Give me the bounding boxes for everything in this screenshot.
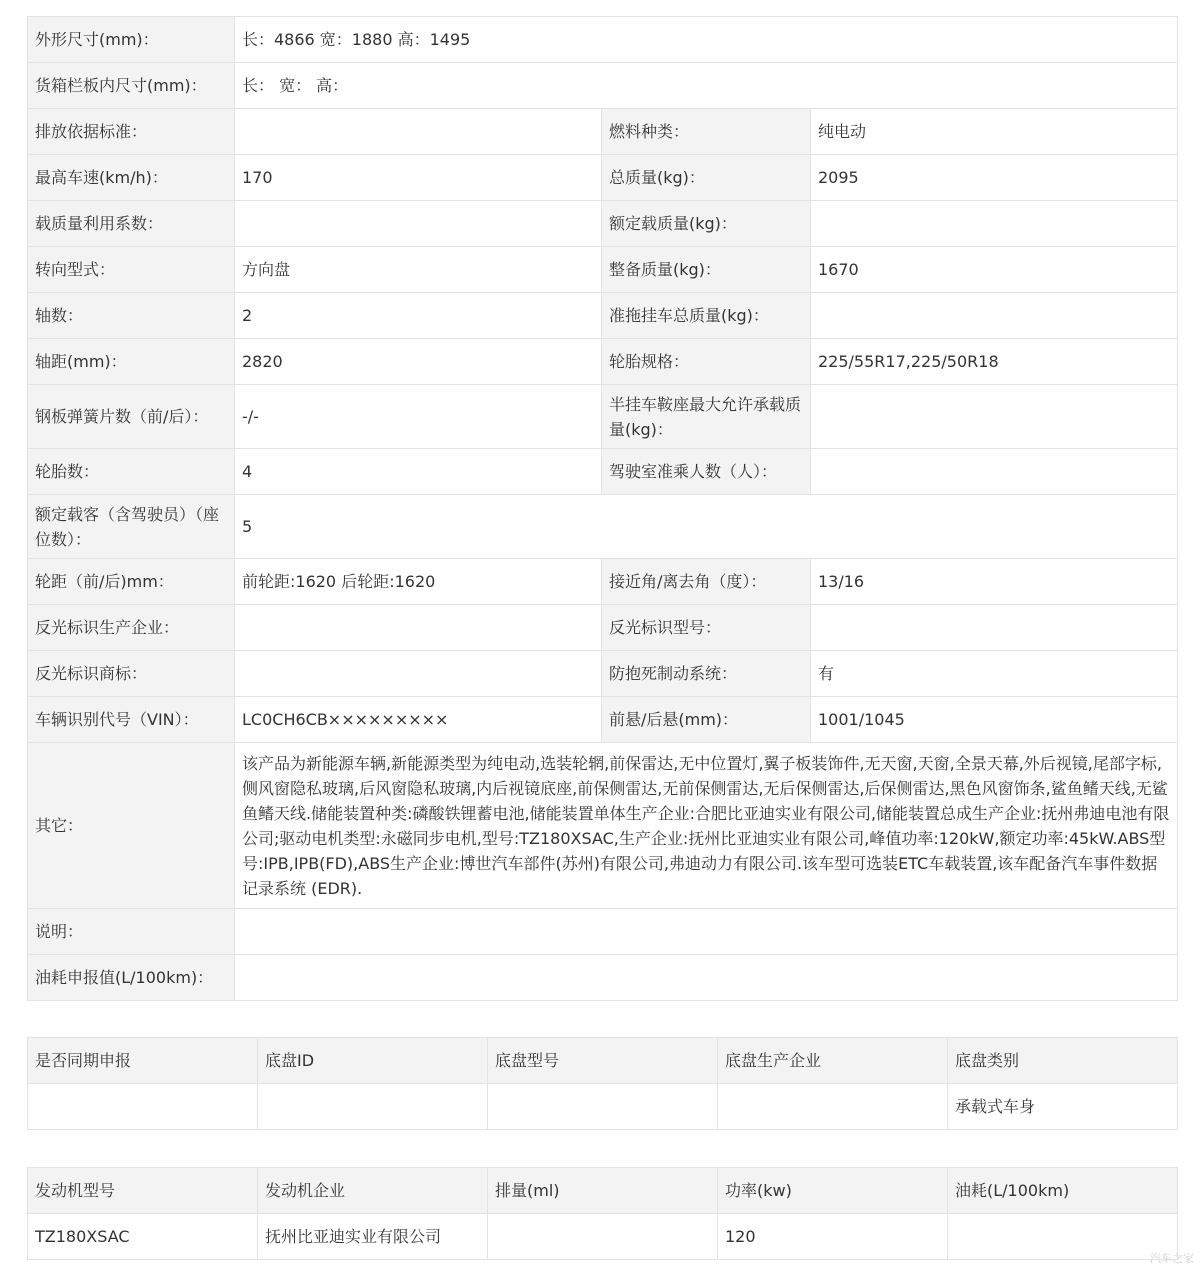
leaf-springs-label: 钢板弹簧片数（前/后）： [28, 385, 235, 449]
steering-label: 转向型式： [28, 247, 235, 293]
spec-row-brand-abs [28, 651, 1178, 697]
abs-value: 有 [811, 651, 1178, 697]
load-utilization-value [235, 201, 602, 247]
fuel-type-label: 燃料种类： [602, 109, 811, 155]
spec-row-steering-curb [28, 247, 1178, 293]
load-utilization-label: 载质量利用系数： [28, 201, 235, 247]
fuel-consumption-label: 油耗申报值(L/100km)： [28, 955, 235, 1001]
chassis-table [27, 1037, 1178, 1130]
wheelbase-label: 轴距(mm)： [28, 339, 235, 385]
track-value: 前轮距:1620 后轮距:1620 [235, 559, 602, 605]
engine-header-cell: 油耗(L/100km) [948, 1168, 1178, 1214]
reflector-maker-value [235, 605, 602, 651]
spec-row-passengers [28, 495, 1178, 559]
chassis-header-cell: 底盘生产企业 [718, 1038, 948, 1084]
spec-row-vin-overhang [28, 697, 1178, 743]
emission-standard-value [235, 109, 602, 155]
reflector-maker-label: 反光标识生产企业： [28, 605, 235, 651]
cab-seats-label: 驾驶室准乘人数（人）： [602, 449, 811, 495]
steering-value: 方向盘 [235, 247, 602, 293]
reflector-brand-value [235, 651, 602, 697]
spec-table [27, 16, 1178, 1001]
tire-spec-label: 轮胎规格： [602, 339, 811, 385]
engine-header-cell: 排量(ml) [488, 1168, 718, 1214]
spec-row-tires-cab [28, 449, 1178, 495]
max-speed-label: 最高车速(km/h)： [28, 155, 235, 201]
chassis-data-cell [28, 1084, 258, 1130]
trailer-mass-label: 准拖挂车总质量(kg)： [602, 293, 811, 339]
notes-label: 说明： [28, 909, 235, 955]
overhang-label: 前悬/后悬(mm)： [602, 697, 811, 743]
chassis-data-cell [718, 1084, 948, 1130]
engine-data-cell: 抚州比亚迪实业有限公司 [258, 1214, 488, 1260]
fuel-type-value: 纯电动 [811, 109, 1178, 155]
curb-weight-value: 1670 [811, 247, 1178, 293]
axles-label: 轴数： [28, 293, 235, 339]
saddle-load-label: 半挂车鞍座最大允许承载质量(kg)： [602, 385, 811, 449]
engine-header-cell: 发动机型号 [28, 1168, 258, 1214]
spec-row-axles-trailer [28, 293, 1178, 339]
wheelbase-value: 2820 [235, 339, 602, 385]
reflector-model-value [811, 605, 1178, 651]
passengers-label: 额定载客（含驾驶员）（座位数）： [28, 495, 235, 559]
spec-row-dimensions [28, 17, 1178, 63]
spec-row-fuel-consumption [28, 955, 1178, 1001]
chassis-data-cell [488, 1084, 718, 1130]
total-mass-label: 总质量(kg)： [602, 155, 811, 201]
tire-spec-value: 225/55R17,225/50R18 [811, 339, 1178, 385]
engine-data-cell [948, 1214, 1178, 1260]
engine-header-row [28, 1168, 1178, 1214]
other-label: 其它： [28, 743, 235, 909]
engine-header-cell: 功率(kw) [718, 1168, 948, 1214]
spec-row-wheelbase-tire [28, 339, 1178, 385]
total-mass-value: 2095 [811, 155, 1178, 201]
chassis-header-cell: 底盘型号 [488, 1038, 718, 1084]
axles-value: 2 [235, 293, 602, 339]
spec-row-track-angles [28, 559, 1178, 605]
spec-row-notes [28, 909, 1178, 955]
spec-row-reflector [28, 605, 1178, 651]
dimensions-value: 长：4866 宽：1880 高：1495 [235, 17, 1178, 63]
cargo-box-value: 长： 宽： 高： [235, 63, 1178, 109]
leaf-springs-value: -/- [235, 385, 602, 449]
chassis-header-cell: 底盘类别 [948, 1038, 1178, 1084]
rated-load-value [811, 201, 1178, 247]
overhang-value: 1001/1045 [811, 697, 1178, 743]
notes-value [235, 909, 1178, 955]
spec-row-emission-fuel [28, 109, 1178, 155]
fuel-consumption-value [235, 955, 1178, 1001]
engine-data-cell: TZ180XSAC [28, 1214, 258, 1260]
chassis-header-cell: 底盘ID [258, 1038, 488, 1084]
chassis-data-cell [258, 1084, 488, 1130]
cab-seats-value [811, 449, 1178, 495]
dimensions-label: 外形尺寸(mm)： [28, 17, 235, 63]
watermark: 汽车之家 [1150, 1252, 1194, 1265]
chassis-data-cell: 承载式车身 [948, 1084, 1178, 1130]
emission-standard-label: 排放依据标准： [28, 109, 235, 155]
abs-label: 防抱死制动系统： [602, 651, 811, 697]
angles-value: 13/16 [811, 559, 1178, 605]
engine-table [27, 1167, 1178, 1260]
passengers-value: 5 [235, 495, 1178, 559]
trailer-mass-value [811, 293, 1178, 339]
engine-data-row [28, 1214, 1178, 1260]
spec-row-speed-mass [28, 155, 1178, 201]
spec-row-load [28, 201, 1178, 247]
other-value: 该产品为新能源车辆,新能源类型为纯电动,选装轮辋,前保雷达,无中位置灯,翼子板装饰件,无天窗,天窗,全景天幕,外后视镜,尾部字标,侧风窗隐私玻璃,后风窗隐私玻璃,内后视镜底座,前保侧雷达,无前保侧雷达,无后保侧雷达,后保侧雷达,黑色风窗饰条,鲨鱼鳍天线,无鲨鱼鳍天线.储能装置种类:磷酸铁锂蓄电池,储能装置单体生产企业:合肥比亚迪实业有限公司,储能装置总成生产企业:抚州弗迪电池有限公司;驱动电机类型:永磁同步电机,型号:TZ180XSAC,生产企业:抚州比亚迪实业有限公司,峰值功率:120kW,额定功率:45kW.ABS型号:IPB,IPB(FD),ABS生产企业:博世汽车部件(苏州)有限公司,弗迪动力有限公司.该车型可选装ETC车载装置,该车配备汽车事件数据记录系统 (EDR). [235, 743, 1178, 909]
reflector-brand-label: 反光标识商标： [28, 651, 235, 697]
engine-data-cell: 120 [718, 1214, 948, 1260]
spec-row-other [28, 743, 1178, 909]
cargo-box-label: 货箱栏板内尺寸(mm)： [28, 63, 235, 109]
tire-count-value: 4 [235, 449, 602, 495]
chassis-data-row [28, 1084, 1178, 1130]
saddle-load-value [811, 385, 1178, 449]
vin-value: LC0CH6CB××××××××× [235, 697, 602, 743]
engine-data-cell [488, 1214, 718, 1260]
reflector-model-label: 反光标识型号： [602, 605, 811, 651]
tire-count-label: 轮胎数： [28, 449, 235, 495]
track-label: 轮距（前/后)mm： [28, 559, 235, 605]
rated-load-label: 额定载质量(kg)： [602, 201, 811, 247]
chassis-header-row [28, 1038, 1178, 1084]
curb-weight-label: 整备质量(kg)： [602, 247, 811, 293]
vin-label: 车辆识别代号（VIN）： [28, 697, 235, 743]
chassis-header-cell: 是否同期申报 [28, 1038, 258, 1084]
engine-header-cell: 发动机企业 [258, 1168, 488, 1214]
max-speed-value: 170 [235, 155, 602, 201]
angles-label: 接近角/离去角（度）： [602, 559, 811, 605]
spec-row-springs-saddle [28, 385, 1178, 449]
spec-row-cargo-box [28, 63, 1178, 109]
